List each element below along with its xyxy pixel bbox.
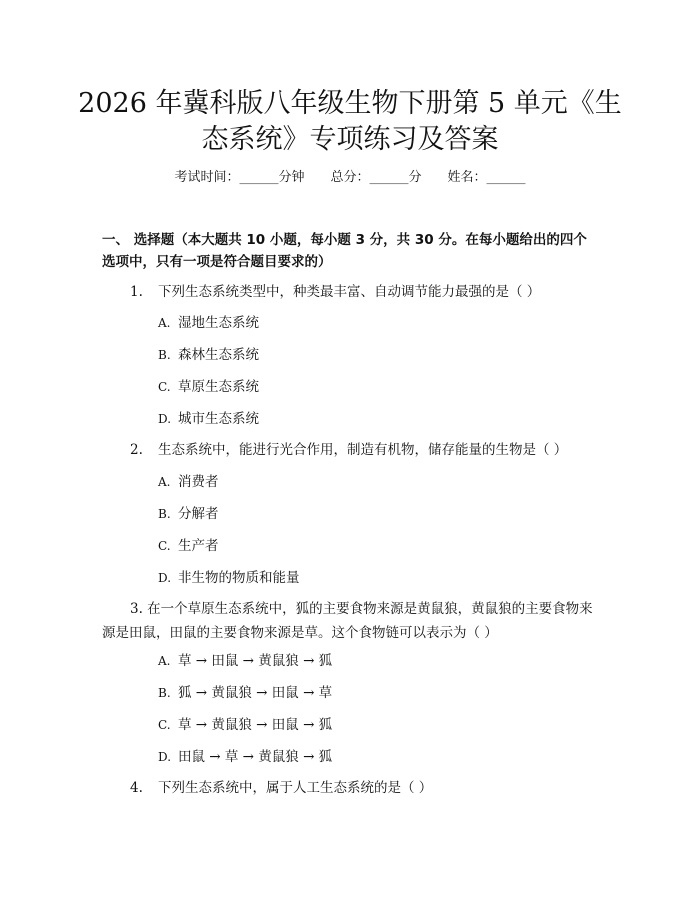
option-text: 生产者 [178,538,219,554]
option-text: 草原生态系统 [178,379,259,395]
exam-info [0,168,700,188]
option-letter: D. [158,412,172,426]
option-text: 田鼠 → 草 → 黄鼠狼 → 狐 [178,749,333,765]
question-2-option-c [158,536,219,556]
question-1-option-b [158,345,259,365]
question-text: 下列生态系统类型中，种类最丰富、自动调节能力最强的是（ ） [158,284,541,300]
option-text: 森林生态系统 [178,347,259,363]
document-title-line-2: 态系统》专项练习及答案 [201,124,499,155]
option-text: 非生物的物质和能量 [178,570,300,586]
question-2-option-d [158,568,300,588]
question-number: 4. [130,780,143,796]
question-1-option-d [158,409,259,429]
option-letter: B. [158,348,171,362]
option-letter: C. [158,380,171,394]
question-3: 3. 在一个草原生态系统中，狐的主要食物来源是黄鼠狼，黄鼠狼的主要食物来源是田鼠，田鼠的主要食物来源是草。这个食物链可以表示为（ ） [102,601,593,641]
option-text: 城市生态系统 [178,411,259,427]
question-2-option-a [158,472,219,492]
option-letter: D. [158,750,172,764]
option-letter: B. [158,686,171,700]
document-title-line-1: 2026 年冀科版八年级生物下册第 5 单元《生 [78,88,622,119]
exam-time-label: 考试时间：______分钟 [174,170,305,185]
option-letter: C. [158,539,171,553]
question-1-option-c [158,377,259,397]
option-letter: A. [158,475,171,489]
question-3-option-d [158,747,332,767]
option-letter: B. [158,507,171,521]
question-3-option-c [158,715,332,735]
question-2-option-b [158,504,219,524]
exam-name-label: 姓名：______ [447,170,526,185]
option-text: 分解者 [178,506,219,522]
option-letter: A. [158,316,171,330]
question-number: 2. [130,442,143,458]
question-text: 下列生态系统中，属于人工生态系统的是（ ） [158,780,433,796]
option-text: 湿地生态系统 [178,315,259,331]
option-text: 草 → 黄鼠狼 → 田鼠 → 狐 [178,717,333,733]
option-letter: D. [158,571,172,585]
question-text: 生态系统中，能进行光合作用，制造有机物，储存能量的生物是（ ） [158,442,568,458]
option-letter: C. [158,718,171,732]
option-text: 消费者 [178,474,219,490]
question-3-option-a [158,651,332,671]
exam-score-label: 总分：______分 [330,170,422,185]
question-1-option-a [158,313,259,333]
option-text: 狐 → 黄鼠狼 → 田鼠 → 草 [178,685,333,701]
option-text: 草 → 田鼠 → 黄鼠狼 → 狐 [178,653,333,669]
section-header: 一、 选择题（本大题共 10 小题，每小题 3 分，共 30 分。在每小题给出的四个选项中，只有一项是符合题目要求的） [102,232,587,270]
option-letter: A. [158,654,171,668]
question-number: 1. [130,284,143,300]
question-3-option-b [158,683,332,703]
